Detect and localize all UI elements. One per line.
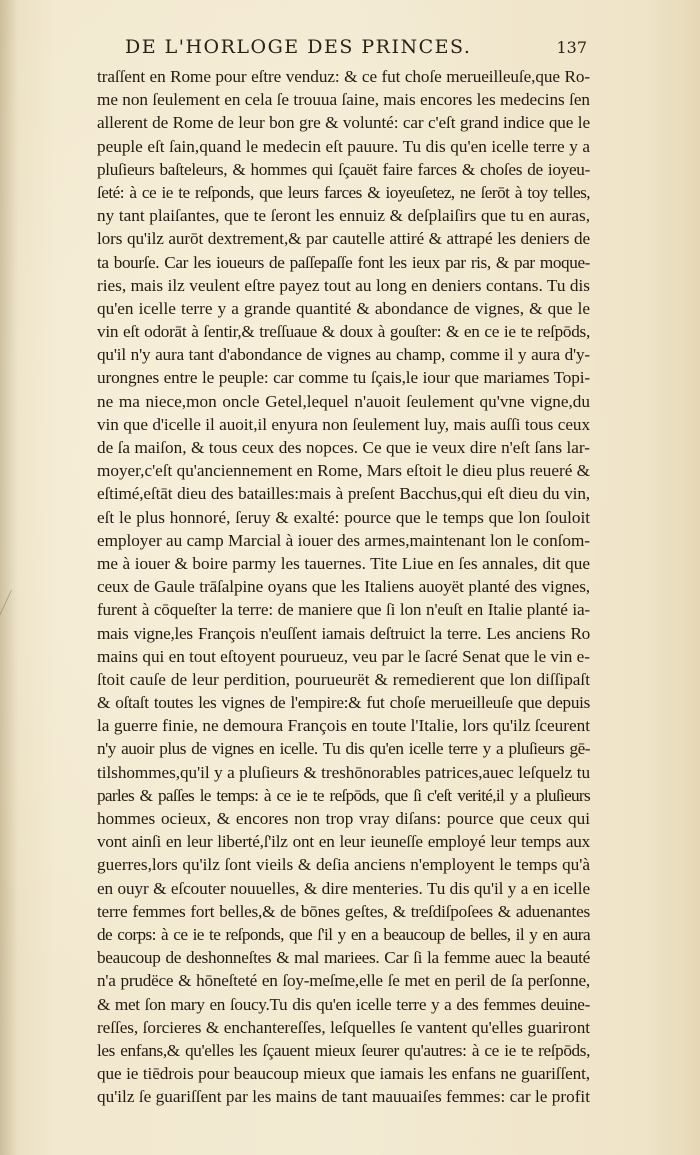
text-line: allerent de Rome de leur bon gre & volunté: car c'eſt grand indice que le — [97, 113, 590, 133]
page-number: 137 — [556, 38, 587, 57]
text-line: ſeté: à ce ie te reſponds, que leurs farces & ioyeuſetez, ne ſerōt à toy telles, — [97, 182, 590, 202]
text-line: ny tant plaiſantes, que te ſeront les ennuiz & deſplaiſirs que tu en auras, — [97, 206, 590, 226]
text-line: pluſieurs baſteleurs, & hommes qui ſçauët faire farces & choſes de ioyeu- — [97, 159, 590, 179]
text-line: hommes ocieux, & encores non trop vray diſans: pource que ceux qui — [97, 809, 590, 828]
text-line: eſtimé,eſtāt dieu des batailles:mais à preſent Bacchus,qui eſt dieu du vin, — [97, 484, 590, 504]
text-line: employer au camp Marcial à iouer des armes,maintenant lon le conſom- — [97, 530, 590, 550]
text-line: que ie tiēdrois pour beaucoup mieux que iamais les enfans ne guariſſent, — [97, 1064, 590, 1084]
text-line: terre femmes fort belles,& de bōnes geſtes, & treſdiſpoſees & aduenantes — [97, 901, 590, 921]
gutter-shadow — [0, 0, 18, 1155]
text-line: de ſa maiſon, & tous ceux des nopces. Ce que ie veux dire n'eſt ſans lar- — [97, 438, 590, 457]
text-line: ceux de Gaule trāſalpine oyans que les Italiens auoyët planté des vignes, — [97, 577, 590, 597]
text-line: ne ma niece,mon oncle Getel,lequel n'auoit ſeulement qu'vne vigne,du — [97, 391, 590, 411]
text-line: ta bourſe. Car les ioueurs de paſſepaſſe font les ieux par ris, & par moque- — [97, 252, 590, 272]
text-line: n'a prudëce & hōneſteté en ſoy-meſme,elle ſe met en peril de ſa perſonne, — [97, 971, 590, 991]
text-line: qu'il n'y aura tant d'abondance de vignes au champ, comme il y aura d'y- — [97, 345, 590, 365]
text-line: guerres,lors qu'ilz ſont vieils & deſia anciens n'employent le temps qu'à — [97, 855, 590, 875]
text-line: furent à cōqueſter la terre: de maniere que ſi lon n'euſt en Italie planté ia- — [97, 600, 590, 620]
text-line: me non ſeulement en cela ſe trouua ſaine, mais encores les medecins ſen — [97, 90, 590, 110]
text-line: de corps: à ce ie te reſponds, que ſ'il y en a beaucoup de belles, il y en aura — [97, 924, 590, 944]
text-line: ries, mais ilz veulent eſtre payez tout au long en deniers contans. Tu dis — [97, 275, 590, 295]
text-line: & oſtaſt toutes les vignes de l'empire:& fut choſe merueilleuſe que depuis — [97, 693, 590, 713]
text-line: beaucoup de deshonneſtes & mal mariees. Car ſi la femme auec la beauté — [97, 948, 590, 968]
text-block — [97, 65, 590, 1108]
running-head — [95, 36, 595, 64]
text-line: peuple eſt ſain,quand le medecin eſt pauure. Tu dis qu'en icelle terre y a — [97, 136, 590, 156]
text-line: qu'ilz ſe guariſſent par les mains de tant mauuaiſes femmes: car le profit — [97, 1087, 590, 1107]
text-line: eſt le plus honnoré, ſeruy & exalté: pource que le temps que lon ſouloit — [97, 507, 590, 527]
text-line: & met ſon mary en ſoucy.Tu dis qu'en icelle terre y a des femmes deuine- — [97, 994, 590, 1014]
text-line: vin que d'icelle il auoit,il enyura non ſeulement luy, mais auſſi tous ceux — [97, 414, 590, 434]
text-line: ſtoit cauſe de leur perdition, pourueurët & remedierent que lon diſſipaſt — [97, 669, 590, 689]
text-line: reſſes, ſorcieres & enchantereſſes, leſquelles ſe vantent qu'elles guariront — [97, 1017, 590, 1037]
text-line: lors qu'ilz aurōt dextrement,& par cautelle attiré & attrapé les deniers de — [97, 229, 590, 249]
text-line: la guerre finie, ne demoura François en toute l'Italie, lors qu'ilz ſceurent — [97, 716, 590, 736]
text-line: mains qui en tout eſtoyent pourueuz, veu par le ſacré Senat que le vin e- — [97, 646, 591, 666]
text-line: vin eſt odorāt à ſentir,& treſſuaue & doux à gouſter: & en ce ie te reſpōds, — [97, 322, 590, 342]
text-line: n'y auoir plus de vignes en icelle. Tu dis qu'en icelle terre y a pluſieurs gē- — [97, 739, 590, 759]
text-line: traſſent en Rome pour eſtre venduz: & ce fut choſe merueilleuſe,que Ro- — [97, 67, 590, 86]
text-line: les enfans,& qu'elles les ſçauent mieux ſeurer qu'autres: à ce ie te reſpōds, — [97, 1040, 590, 1060]
running-title: DE L'HORLOGE DES PRINCES. — [125, 36, 472, 58]
text-line: en ouyr & eſcouter nouuelles, & dire menteries. Tu dis qu'il y a en icelle — [97, 878, 590, 898]
text-line: mais vigne,les François n'euſſent iamais deſtruict la terre. Les anciens Ro — [97, 623, 590, 643]
text-line: qu'en icelle terre y a grande quantité & abondance de vignes, & que le — [97, 298, 590, 318]
text-line: moyer,c'eſt qu'anciennement en Rome, Mars eſtoit le dieu plus reueré & — [97, 461, 590, 481]
text-line: me à iouer & boire parmy les tauernes. Tite Liue en ſes annales, dit que — [97, 553, 590, 573]
text-line: urongnes entre le peuple: car comme tu ſçais,le iour que mariames Topi- — [97, 368, 590, 388]
text-line: tilshommes,qu'il y a pluſieurs & treshōnorables patrices,auec leſquelz tu — [97, 762, 590, 782]
text-line: vont ainſi en leur liberté,ſ'ilz ont en leur ieuneſſe employé leur temps aux — [97, 832, 590, 852]
text-line: parles & paſſes le temps: à ce ie te reſpōds, que ſi c'eſt verité,il y a pluſieurs — [97, 785, 590, 805]
